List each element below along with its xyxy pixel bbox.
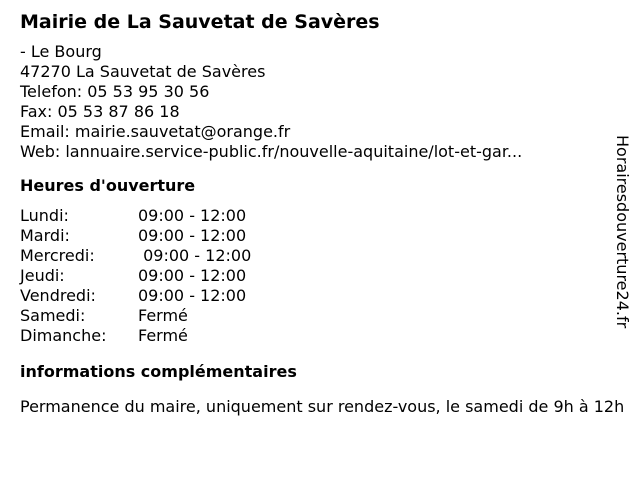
hours-row bbox=[20, 306, 620, 326]
hours-table bbox=[20, 206, 620, 346]
hours-row bbox=[20, 246, 620, 266]
info-text: Permanence du maire, uniquement sur rendez-vous, le samedi de 9h à 12h bbox=[20, 397, 625, 416]
day-label: Mercredi: bbox=[20, 246, 95, 265]
page-title: Mairie de La Sauvetat de Savères bbox=[20, 11, 380, 33]
time-value: 09:00 - 12:00 bbox=[138, 246, 252, 265]
day-label: Vendredi: bbox=[20, 286, 96, 305]
time-value: 09:00 - 12:00 bbox=[138, 266, 247, 285]
phone-text: Telefon: 05 53 95 30 56 bbox=[20, 82, 210, 101]
time-value: Fermé bbox=[138, 306, 188, 325]
hours-row bbox=[20, 266, 620, 286]
time-value: 09:00 - 12:00 bbox=[138, 286, 247, 305]
day-label: Lundi: bbox=[20, 206, 69, 225]
fax-text: Fax: 05 53 87 86 18 bbox=[20, 102, 180, 121]
hours-row bbox=[20, 286, 620, 306]
side-brand bbox=[612, 135, 636, 345]
web-text: Web: lannuaire.service-public.fr/nouvelle-aquitaine/lot-et-gar... bbox=[20, 142, 523, 161]
hours-heading: Heures d'ouverture bbox=[20, 176, 196, 195]
address-block bbox=[20, 42, 620, 162]
time-value: 09:00 - 12:00 bbox=[138, 226, 247, 245]
hours-row bbox=[20, 206, 620, 226]
address-line-1: - Le Bourg bbox=[20, 42, 102, 61]
address-line-2: 47270 La Sauvetat de Savères bbox=[20, 62, 266, 81]
side-brand-text: Horairesdouverture24.fr bbox=[613, 135, 632, 329]
info-heading: informations complémentaires bbox=[20, 362, 297, 381]
time-value: 09:00 - 12:00 bbox=[138, 206, 247, 225]
day-label: Samedi: bbox=[20, 306, 86, 325]
day-label: Mardi: bbox=[20, 226, 70, 245]
day-label: Dimanche: bbox=[20, 326, 107, 345]
day-label: Jeudi: bbox=[20, 266, 65, 285]
time-value: Fermé bbox=[138, 326, 188, 345]
hours-row bbox=[20, 326, 620, 346]
hours-row bbox=[20, 226, 620, 246]
email-text: Email: mairie.sauvetat@orange.fr bbox=[20, 122, 291, 141]
